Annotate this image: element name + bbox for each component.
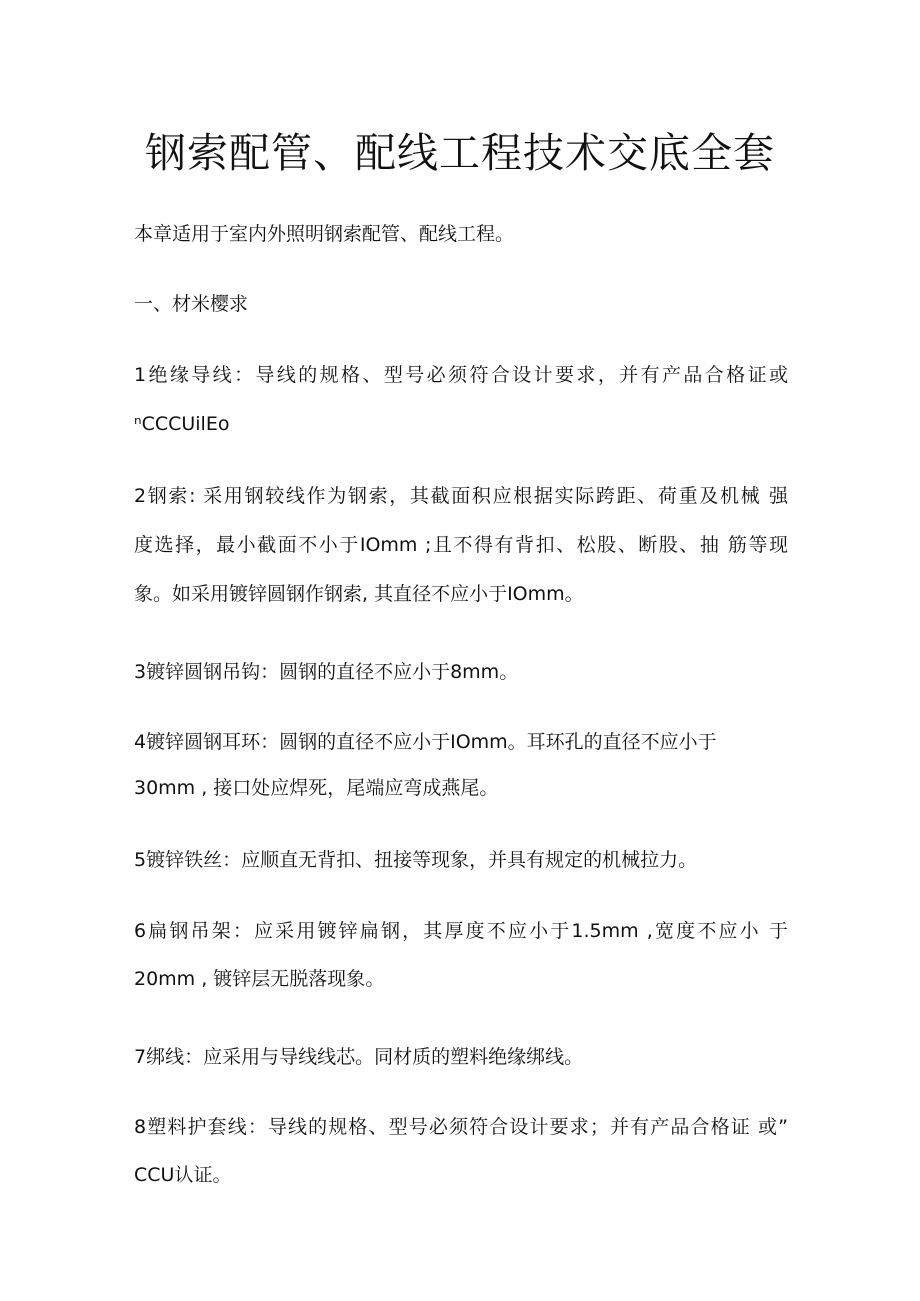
- item-2-line-1: 2钢索: 采用钢较线作为钢索，其截面积应根据实际跨距、荷重及机械 强: [134, 485, 788, 507]
- item-3-line-1: 3镀锌圆钢吊钩：圆钢的直径不应小于8mm。: [134, 661, 519, 683]
- item-8-line-2: CCU认证。: [134, 1164, 232, 1186]
- item-4-line-2: 30mm , 接口处应焊死，尾端应弯成燕尾。: [134, 777, 499, 799]
- item-6-line-2: 20mm , 镀锌层无脱落现象。: [134, 968, 385, 990]
- item-2-line-2: 度选择，最小截面不小于IOmm ;且不得有背扣、松股、断股、抽 筋等现: [134, 534, 788, 556]
- item-1-line-1: 1绝缘导线：导线的规格、型号必须符合设计要求，并有产品合格证或: [134, 364, 788, 386]
- intro-text: 本章适用于室内外照明钢索配管、配线工程。: [134, 223, 515, 245]
- item-5-line-1: 5镀锌铁丝：应顺直无背扣、扭接等现象，并具有规定的机械拉力。: [134, 849, 698, 871]
- item-7-line-1: 7绑线：应采用与导线线芯。同材质的塑料绝缘绑线。: [134, 1046, 584, 1068]
- item-4-line-1: 4镀锌圆钢耳环：圆钢的直径不应小于IOmm。耳环孔的直径不应小于: [134, 731, 717, 753]
- item-8-line-1: 8塑料护套线：导线的规格、型号必须符合设计要求；并有产品合格证 或”: [134, 1116, 788, 1138]
- item-1-line-2: ⁿCCCUilEo: [134, 413, 230, 435]
- section-heading: 一、材米樱求: [134, 293, 249, 315]
- item-6-line-1: 6扁钢吊架：应采用镀锌扁钢，其厚度不应小于1.5mm ,宽度不应小 于: [134, 920, 788, 942]
- document-title: 钢索配管、配线工程技术交底全套: [145, 129, 775, 177]
- item-2-line-3: 象。如采用镀锌圆钢作钢索, 其直径不应小于IOmm。: [134, 583, 584, 605]
